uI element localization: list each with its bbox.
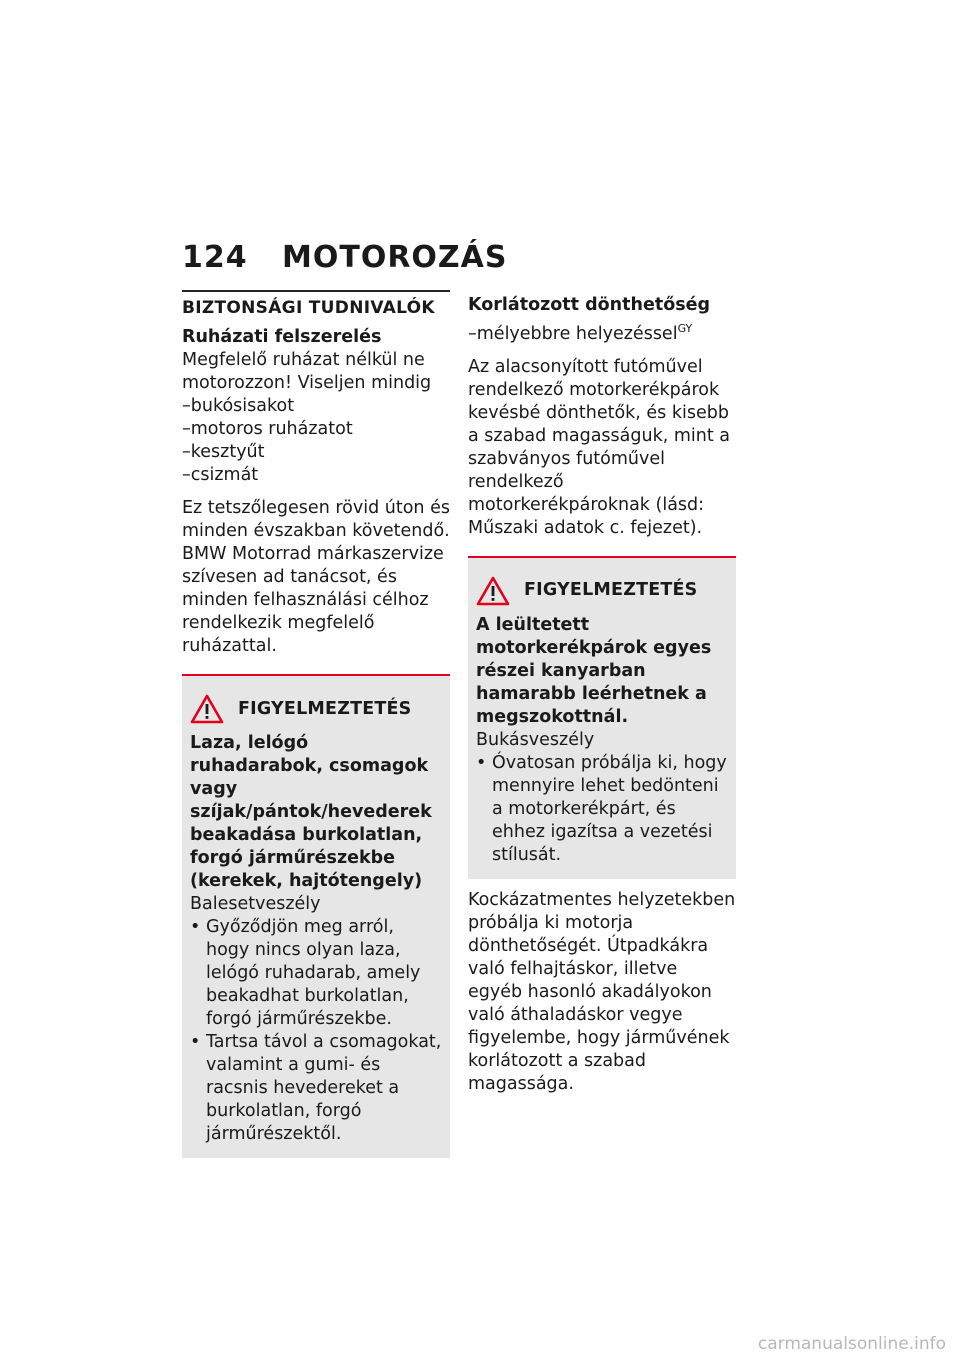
- lean-subline: –mélyebbre helyezéssel$^{GY}$: [468, 322, 693, 344]
- warning-header: [190, 694, 442, 724]
- warning-hazard: Bukásveszély: [476, 729, 595, 750]
- warning-lead: A leültetett motorkerékpárok egyes részei kanyarban hamarabb leérhetnek a megszokottnál.: [476, 614, 712, 727]
- list-item: –motoros ruházatot: [182, 419, 353, 439]
- chapter-title: MOTOROZÁS: [282, 240, 508, 275]
- clothing-list: [182, 395, 450, 487]
- warning-hazard: Balesetveszély: [190, 894, 321, 914]
- section-title: BIZTONSÁGI TUDNIVALÓK: [182, 290, 450, 320]
- clothing-paragraph: Ez tetszőlegesen rövid úton és minden évszakban követendő. BMW Motorrad márkaszervize szívesen ad tanácsot, és minden felhasználási célhoz rendelkezik megfelelő ruházattal.: [182, 498, 450, 656]
- warning-title: FIGYELMEZTETÉS: [238, 698, 412, 719]
- subsection-title-lean: Korlátozott dönthetőség: [468, 295, 711, 315]
- right-column: [468, 290, 736, 1106]
- warning-triangle-icon: [190, 694, 224, 724]
- warning-bullets: [190, 916, 442, 1146]
- bullet-item: • Győződjön meg arról, hogy nincs olyan laza, lelógó ruhadarab, amely beakadhat burkolatlan, forgó járműrészekbe.: [190, 917, 421, 1029]
- page-header: [182, 240, 508, 275]
- lean-paragraph: Az alacsonyított futóművel rendelkező motorkerékpárok kevésbé dönthetők, és kisebb a szabad magasságuk, mint a szabványos futóművel rendelkező motorkerékpároknak (lásd: Műszaki adatok c. fejezet).: [468, 356, 730, 538]
- subsection-title-clothing: Ruházati felszerelés: [182, 327, 382, 347]
- warning-triangle-icon: [476, 576, 510, 606]
- warning-box: [182, 674, 450, 1158]
- list-item: –bukósisakot: [182, 396, 295, 416]
- bullet-item: • Tartsa távol a csomagokat, valamint a gumi- és racsnis hevedereket a burkolatlan, forgó járműrészektől.: [190, 1032, 442, 1144]
- page-number: 124: [182, 240, 248, 275]
- warning-title: FIGYELMEZTETÉS: [524, 580, 698, 601]
- list-item: –csizmát: [182, 465, 259, 485]
- bullet-item: • Óvatosan próbálja ki, hogy mennyire lehet bedönteni a motorkerékpárt, és ehhez igazítsa a vezetési stílusát.: [476, 752, 727, 865]
- warning-header: [476, 576, 728, 606]
- lean-advice-paragraph: Kockázatmentes helyzetekben próbálja ki motorja dönthetőségét. Útpadkákra való felhajtáskor, illetve egyéb hasonló akadályokon való áthaladáskor vegye figyelembe, hogy járművének korlátozott a szabad magassága.: [468, 889, 736, 1094]
- left-column: [182, 290, 450, 1168]
- clothing-intro: Megfelelő ruházat nélkül ne motorozzon! Viseljen mindig: [182, 350, 432, 393]
- warning-box: [468, 556, 736, 879]
- country-code: GY: [677, 322, 693, 335]
- warning-lead: Laza, lelógó ruhadarabok, csomagok vagy szíjak/pántok/hevederek beakadása burkolatlan, forgó járműrészekbe (kerekek, hajtótengely): [190, 733, 432, 891]
- warning-bullets: [476, 752, 728, 867]
- list-item: –kesztyűt: [182, 442, 265, 462]
- watermark: carmanualsonline.info: [757, 1334, 946, 1354]
